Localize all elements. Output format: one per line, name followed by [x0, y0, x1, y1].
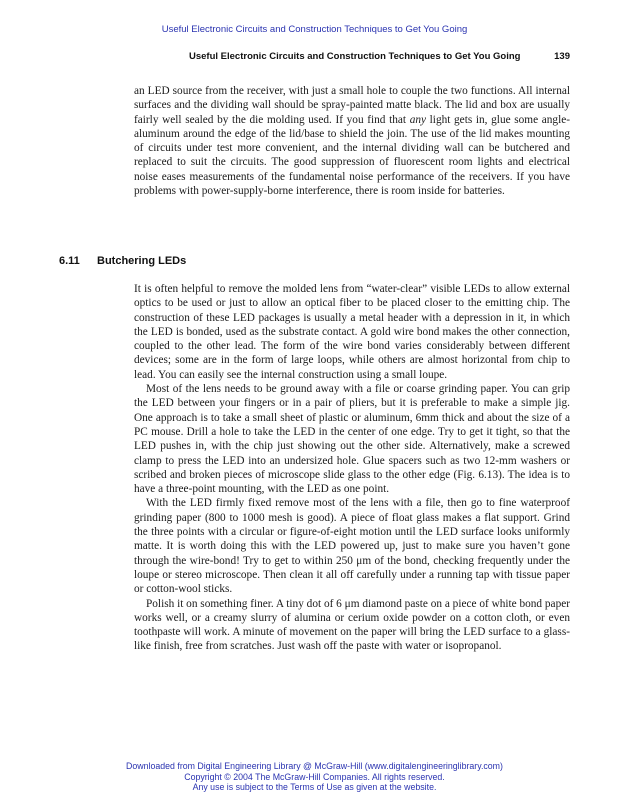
section-heading — [59, 255, 186, 267]
intro-paragraph: an LED source from the receiver, with just a small hole to couple the two functions. All internal surfaces and the dividing wall should be spray-painted matte black. The lid and box are usually fairly well sealed by the die molding used. If you find that any light gets in, glue some angle-aluminum around the edge of the lid/base to shield the join. The use of the lid makes mounting of circuits under test more convenient, and the internal dividing wall can be butchered and replaced to suit the circuits. The good suppression of fluorescent room lights and electrical noise eases measurements of the fundamental noise performance of the receivers. If you have problems with power-supply-borne interference, there is room inside for batteries. — [134, 85, 570, 198]
emphasis-any: any — [409, 113, 427, 126]
section-number: 6.11 — [59, 255, 80, 267]
section-title: Butchering LEDs — [97, 255, 187, 267]
paragraph-3: With the LED firmly fixed remove most of the lens with a file, then go to fine waterproof grinding paper (800 to 1000 mesh is good). A piece of float glass makes a flat support. Grind the three points with a circular or figure-of-eight motion until the LED surface looks uniformly matte. It is worth doing this with the LED powered up, just to make sure you haven’t gone through the wire-bond! Try to get to within 250 μm of the bond, checking frequently under the loupe or stereo microscope. Then clean it all off carefully under a running tap with tissue paper or cotton-wool sticks. — [134, 497, 570, 596]
running-header-title: Useful Electronic Circuits and Construction Techniques to Get You Going — [189, 51, 521, 62]
paragraph-2: Most of the lens needs to be ground away with a file or coarse grinding paper. You can grip the LED between your fingers or in a pair of pliers, but it is preferable to make a simple jig. One approach is to take a small sheet of plastic or aluminum, 6mm thick and about the size of a PC mouse. Drill a hole to take the LED in the center of one edge. Try to get it tight, so that the LED pushes in, with the chip just showing out the other side. Alternatively, make a screwed clamp to press the LED into an undersized hole. Glue spacers such as two 12-mm washers or scribed and broken pieces of microscope slide glass to the other edge (Fig. 6.13). The idea is to have a three-point mounting, with the LED as one point. — [134, 383, 570, 496]
page-number: 139 — [554, 51, 570, 62]
section-text-block — [134, 282, 570, 654]
running-header — [189, 51, 570, 62]
intro-text-block — [134, 84, 570, 198]
paragraph-4: Polish it on something finer. A tiny dot of 6 μm diamond paste on a piece of white bond paper works well, or a creamy slurry of alumina or cerium oxide powder on a cotton cloth, or even toothpaste will work. A minute of movement on the paper will bring the LED surface to a glass-like finish, free from scratches. Just wash off the paste with water or isopropanol. — [134, 597, 570, 653]
top-banner: Useful Electronic Circuits and Construction Techniques to Get You Going — [161, 24, 468, 35]
footer-terms-line[interactable]: Any use is subject to the Terms of Use as given at the website. — [192, 782, 437, 792]
footer-download-line[interactable]: Downloaded from Digital Engineering Library @ McGraw-Hill (www.digitalengineeringlibrary.com) — [126, 761, 503, 771]
footer-copyright-line: Copyright © 2004 The McGraw-Hill Companies. All rights reserved. — [184, 771, 445, 782]
footer — [0, 761, 629, 793]
paragraph-1: It is often helpful to remove the molded lens from “water-clear” visible LEDs to allow external optics to be used or just to allow an optical fiber to be placed closer to the emitting chip. The construction of these LED packages is usually a metal header with a depression in it, in which the LED is bonded, used as the substrate contact. A gold wire bond makes the other connection, coupled to the other lead. The form of the wire bond varies considerably between different devices; some are in the form of large loops, while others are almost horizontal from chip to lead. You can easily see the internal construction using a small loupe. — [134, 283, 570, 381]
